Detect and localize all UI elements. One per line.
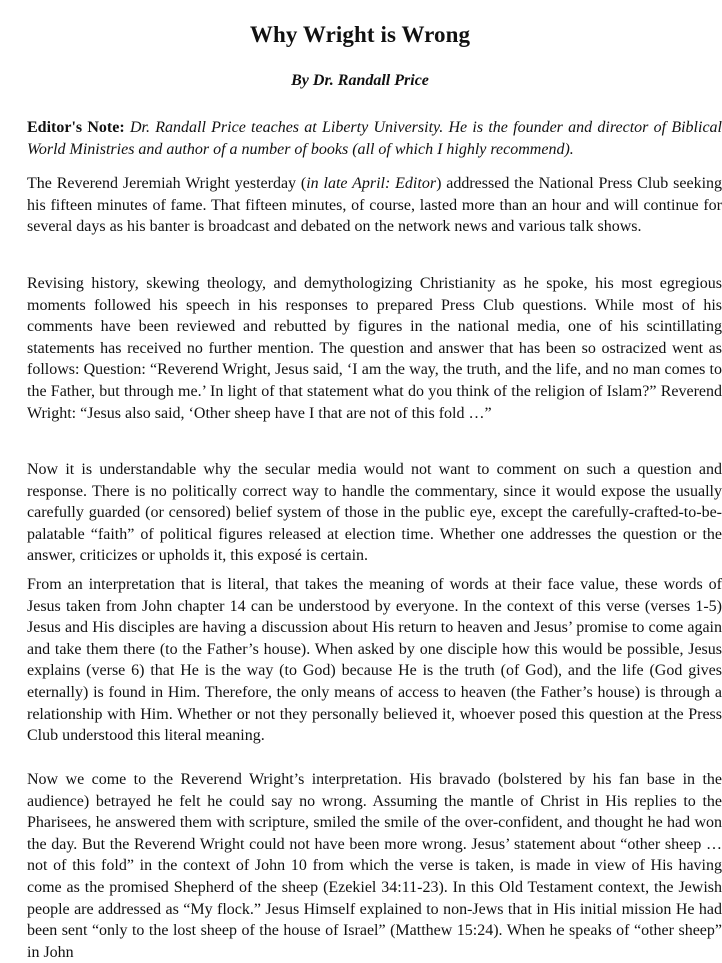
editor-note (27, 117, 722, 160)
paragraph-1-editor-aside: in late April: Editor (306, 175, 437, 192)
paragraph-1-end: ) addressed the National Press Club seeking his fifteen minutes of fame. That fifteen minutes, of course, lasted more than an hour and will continue for several days as his banter is broadcast and debated on the network news and various talk shows. (27, 175, 722, 236)
article-title: Why Wright is Wrong (249, 22, 471, 47)
paragraph-4: From an interpretation that is literal, that takes the meaning of words at their face value, these words of Jesus taken from John chapter 14 can be understood by everyone. In the context of this verse (verses 1-5) Jesus and His disciples are having a discussion about His return to heaven and Jesus’ promise to come again and take them there (to the Father’s house). When asked by one disciple how this would be possible, Jesus explains (verse 6) that He is the way (to God) because He is the truth (of God), and the life (God gives eternally) is found in Him. Therefore, the only means of access to heaven (the Father’s house) is through a relationship with Him. Whether or not they personally believed it, whoever posed this question at the Press Club understood this literal meaning. (27, 576, 722, 745)
editor-note-label: Editor's Note: (27, 119, 125, 136)
paragraph-5: Now we come to the Reverend Wright’s interpretation. His bravado (bolstered by his fan base in the audience) betrayed he felt he could say no wrong. Assuming the mantle of Christ in His replies to the Pharisees, he answered them with scripture, smiled the smile of the over-confident, and thought he had won the day. But the Reverend Wright could not have been more wrong. Jesus’ statement about “other sheep … not of this fold” in the context of John 10 from which the verse is taken, is made in view of His having come as the promised Shepherd of the sheep (Ezekiel 34:11-23). In this Old Testament context, the Jewish people are addressed as “My flock.” Jesus Himself explained to non-Jews that in His initial mission He had been sent “only to the lost sheep of the house of Israel” (Matthew 15:24). When he speaks of “other sheep” in John (27, 771, 722, 961)
paragraph-1-start: The Reverend Jeremiah Wright yesterday ( (27, 175, 307, 192)
paragraph-1 (27, 173, 722, 238)
article-byline: By Dr. Randall Price (291, 72, 429, 89)
editor-note-text: Dr. Randall Price teaches at Liberty University. He is the founder and director of Biblical World Ministries and author of a number of books (all of which I highly recommend). (27, 119, 722, 158)
paragraph-3: Now it is understandable why the secular media would not want to comment on such a question and response. There is no politically correct way to handle the commentary, since it would expose the usually carefully guarded (or censored) belief system of those in the public eye, except the carefully-crafted-to-be-palatable “faith” of political figures released at election time. Whether one addresses the question or the answer, criticizes or upholds it, this exposé is certain. (27, 461, 722, 565)
paragraph-2: Revising history, skewing theology, and demythologizing Christianity as he spoke, his most egregious moments followed his speech in his responses to prepared Press Club questions. While most of his comments have been reviewed and rebutted by figures in the national media, one of his scintillating statements has received no further mention. The question and answer that has been so ostracized went as follows: Question: “Reverend Wright, Jesus said, ‘I am the way, the truth, and the life, and no man comes to the Father, but through me.’ In light of that statement what do you think of the religion of Islam?” Reverend Wright: “Jesus also said, ‘Other sheep have I that are not of this fold …” (27, 275, 722, 422)
